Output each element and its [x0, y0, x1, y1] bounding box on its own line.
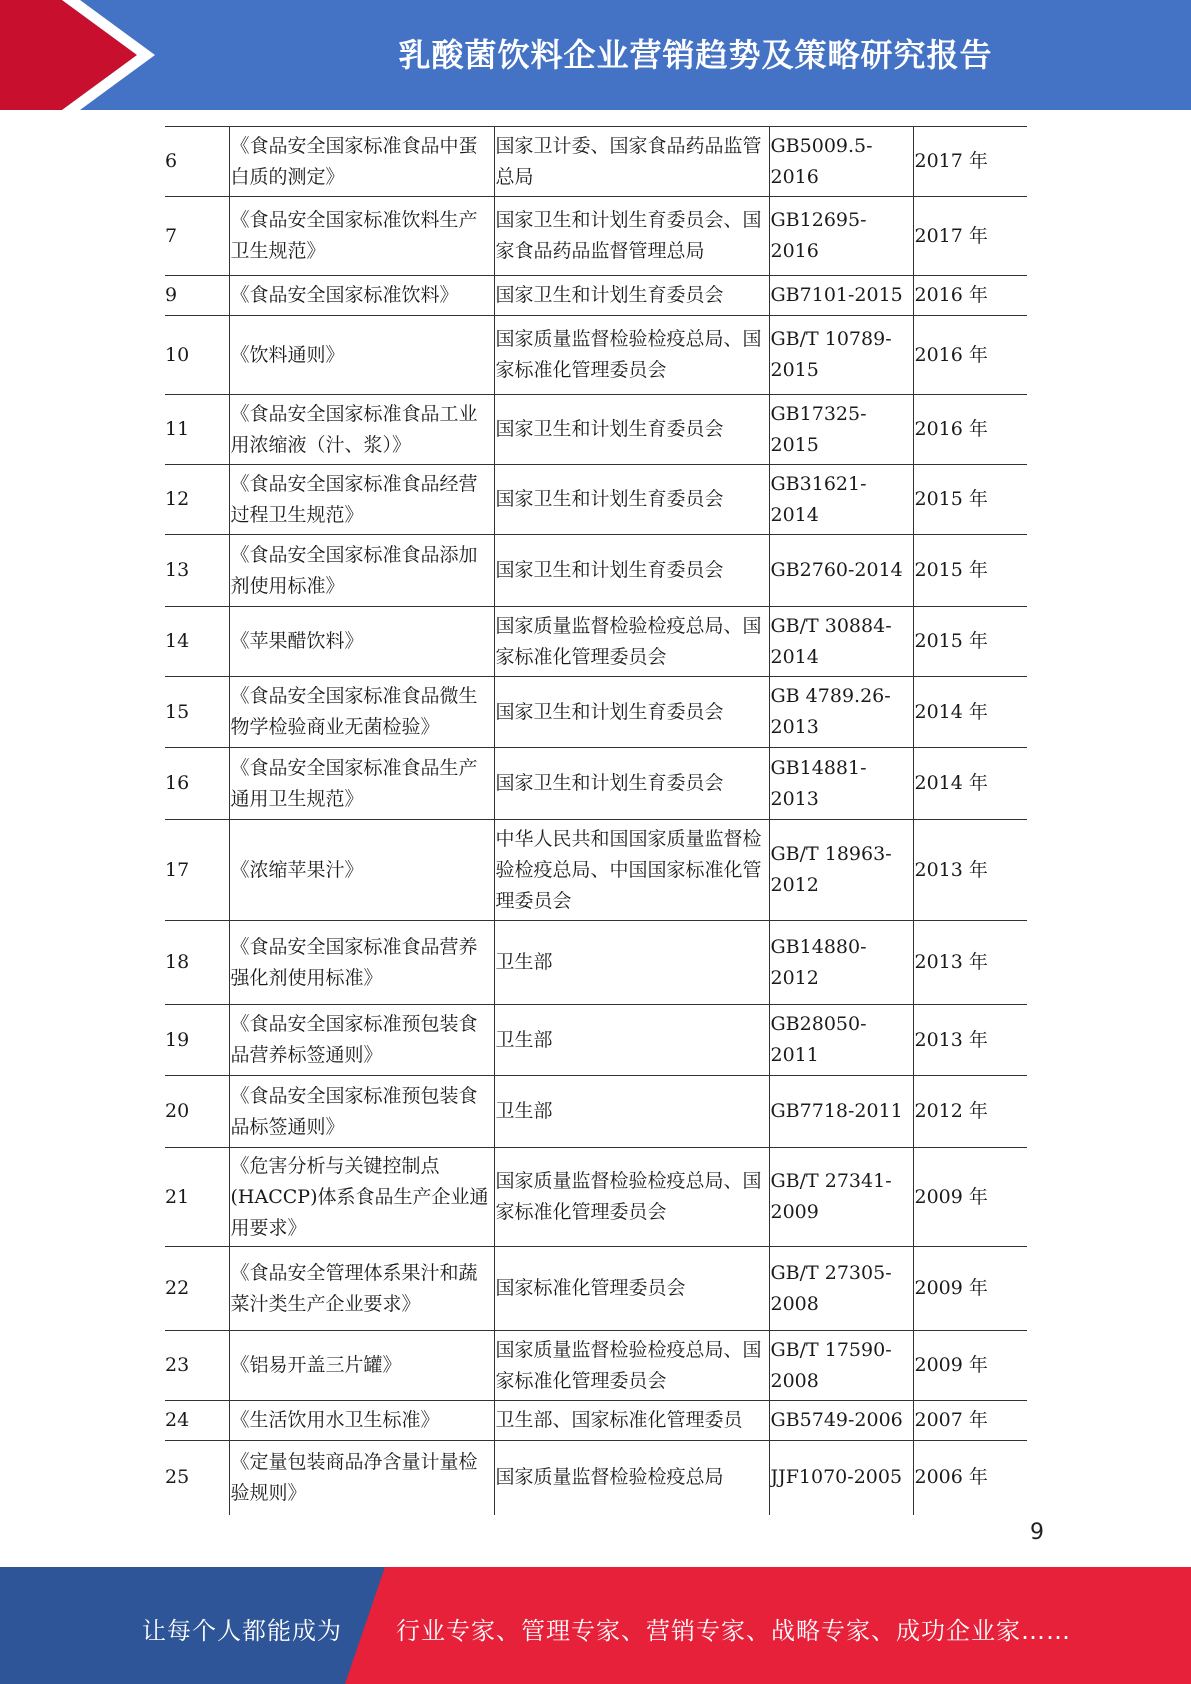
- row-index: 15: [165, 677, 229, 748]
- issuing-body: 国家质量监督检验检疫总局、国家标准化管理委员会: [494, 1148, 769, 1247]
- row-index: 25: [165, 1441, 229, 1515]
- issuing-body: 国家卫生和计划生育委员会、国家食品药品监督管理总局: [494, 197, 769, 276]
- standard-name: 《食品安全国家标准预包装食品标签通则》: [229, 1076, 494, 1148]
- effective-year: 2017 年: [913, 127, 1027, 197]
- standard-name: 《铝易开盖三片罐》: [229, 1331, 494, 1401]
- row-index: 23: [165, 1331, 229, 1401]
- standard-name: 《定量包装商品净含量计量检验规则》: [229, 1441, 494, 1515]
- row-index: 6: [165, 127, 229, 197]
- row-index: 9: [165, 276, 229, 316]
- issuing-body: 国家质量监督检验检疫总局: [494, 1441, 769, 1515]
- standard-code: GB14880-2012: [769, 921, 913, 1005]
- table-row: [165, 677, 1027, 748]
- table-row: [165, 395, 1027, 465]
- standard-code: GB2760-2014: [769, 535, 913, 607]
- table-row: [165, 127, 1027, 197]
- report-title: 乳酸菌饮料企业营销趋势及策略研究报告: [398, 36, 993, 74]
- issuing-body: 国家卫生和计划生育委员会: [494, 465, 769, 535]
- effective-year: 2015 年: [913, 607, 1027, 677]
- standard-code: GB/T 30884-2014: [769, 607, 913, 677]
- page-number: 9: [1030, 1520, 1044, 1545]
- row-index: 13: [165, 535, 229, 607]
- standard-name: 《食品安全国家标准食品微生物学检验商业无菌检验》: [229, 677, 494, 748]
- row-index: 20: [165, 1076, 229, 1148]
- issuing-body: 卫生部、国家标准化管理委员: [494, 1401, 769, 1441]
- standard-code: GB5749-2006: [769, 1401, 913, 1441]
- standard-name: 《食品安全国家标准预包装食品营养标签通则》: [229, 1005, 494, 1076]
- table-row: [165, 1401, 1027, 1441]
- standard-code: GB 4789.26-2013: [769, 677, 913, 748]
- effective-year: 2009 年: [913, 1148, 1027, 1247]
- issuing-body: 国家质量监督检验检疫总局、国家标准化管理委员会: [494, 316, 769, 395]
- page-header: [0, 0, 1191, 110]
- standard-name: 《浓缩苹果汁》: [229, 820, 494, 921]
- effective-year: 2006 年: [913, 1441, 1027, 1515]
- standard-name: 《饮料通则》: [229, 316, 494, 395]
- row-index: 11: [165, 395, 229, 465]
- table-row: [165, 1247, 1027, 1331]
- standard-name: 《食品安全国家标准食品工业用浓缩液（汁、浆）》: [229, 395, 494, 465]
- standard-code: GB5009.5-2016: [769, 127, 913, 197]
- table-row: [165, 748, 1027, 820]
- table-row: [165, 1076, 1027, 1148]
- table-row: [165, 607, 1027, 677]
- row-index: 21: [165, 1148, 229, 1247]
- row-index: 17: [165, 820, 229, 921]
- effective-year: 2013 年: [913, 921, 1027, 1005]
- issuing-body: 中华人民共和国国家质量监督检验检疫总局、中国国家标准化管理委员会: [494, 820, 769, 921]
- effective-year: 2013 年: [913, 1005, 1027, 1076]
- issuing-body: 国家卫生和计划生育委员会: [494, 748, 769, 820]
- row-index: 18: [165, 921, 229, 1005]
- standard-name: 《苹果醋饮料》: [229, 607, 494, 677]
- issuing-body: 卫生部: [494, 1005, 769, 1076]
- table-row: [165, 465, 1027, 535]
- standard-code: GB/T 18963-2012: [769, 820, 913, 921]
- table-row: [165, 1005, 1027, 1076]
- table-row: [165, 1148, 1027, 1247]
- standard-name: 《食品安全国家标准食品营养强化剂使用标准》: [229, 921, 494, 1005]
- effective-year: 2007 年: [913, 1401, 1027, 1441]
- footer-slogan-right: 行业专家、管理专家、营销专家、战略专家、成功企业家……: [396, 1617, 1071, 1645]
- effective-year: 2017 年: [913, 197, 1027, 276]
- row-index: 14: [165, 607, 229, 677]
- standard-name: 《生活饮用水卫生标准》: [229, 1401, 494, 1441]
- row-index: 22: [165, 1247, 229, 1331]
- standard-name: 《食品安全国家标准食品生产通用卫生规范》: [229, 748, 494, 820]
- standard-name: 《食品安全国家标准食品中蛋白质的测定》: [229, 127, 494, 197]
- table-row: [165, 921, 1027, 1005]
- row-index: 24: [165, 1401, 229, 1441]
- issuing-body: 卫生部: [494, 921, 769, 1005]
- standard-name: 《食品安全国家标准食品添加剂使用标准》: [229, 535, 494, 607]
- table-row: [165, 1441, 1027, 1515]
- effective-year: 2013 年: [913, 820, 1027, 921]
- table-row: [165, 276, 1027, 316]
- issuing-body: 国家质量监督检验检疫总局、国家标准化管理委员会: [494, 1331, 769, 1401]
- table-row: [165, 197, 1027, 276]
- page-footer: [0, 1567, 1191, 1684]
- issuing-body: 国家卫生和计划生育委员会: [494, 535, 769, 607]
- standard-code: GB31621-2014: [769, 465, 913, 535]
- issuing-body: 国家卫生和计划生育委员会: [494, 677, 769, 748]
- standard-code: GB/T 10789-2015: [769, 316, 913, 395]
- row-index: 16: [165, 748, 229, 820]
- standard-code: GB7101-2015: [769, 276, 913, 316]
- standard-name: 《食品安全管理体系果汁和蔬菜汁类生产企业要求》: [229, 1247, 494, 1331]
- issuing-body: 国家标准化管理委员会: [494, 1247, 769, 1331]
- footer-slogan-left: 让每个人都能成为: [142, 1617, 342, 1645]
- standard-code: GB12695-2016: [769, 197, 913, 276]
- standard-name: 《危害分析与关键控制点(HACCP)体系食品生产企业通用要求》: [229, 1148, 494, 1247]
- effective-year: 2014 年: [913, 748, 1027, 820]
- issuing-body: 卫生部: [494, 1076, 769, 1148]
- issuing-body: 国家卫生和计划生育委员会: [494, 276, 769, 316]
- issuing-body: 国家卫生和计划生育委员会: [494, 395, 769, 465]
- row-index: 7: [165, 197, 229, 276]
- standard-code: GB/T 27305-2008: [769, 1247, 913, 1331]
- effective-year: 2016 年: [913, 276, 1027, 316]
- standard-code: GB7718-2011: [769, 1076, 913, 1148]
- standard-code: GB/T 17590-2008: [769, 1331, 913, 1401]
- standard-name: 《食品安全国家标准饮料生产卫生规范》: [229, 197, 494, 276]
- table-row: [165, 820, 1027, 921]
- effective-year: 2009 年: [913, 1247, 1027, 1331]
- standard-code: GB14881-2013: [769, 748, 913, 820]
- table-row: [165, 535, 1027, 607]
- standards-table: [165, 126, 1027, 1515]
- effective-year: 2015 年: [913, 465, 1027, 535]
- effective-year: 2014 年: [913, 677, 1027, 748]
- standard-name: 《食品安全国家标准饮料》: [229, 276, 494, 316]
- table-row: [165, 1331, 1027, 1401]
- row-index: 19: [165, 1005, 229, 1076]
- issuing-body: 国家质量监督检验检疫总局、国家标准化管理委员会: [494, 607, 769, 677]
- effective-year: 2009 年: [913, 1331, 1027, 1401]
- standard-code: JJF1070-2005: [769, 1441, 913, 1515]
- row-index: 12: [165, 465, 229, 535]
- row-index: 10: [165, 316, 229, 395]
- effective-year: 2016 年: [913, 316, 1027, 395]
- effective-year: 2015 年: [913, 535, 1027, 607]
- standard-code: GB28050-2011: [769, 1005, 913, 1076]
- standard-code: GB/T 27341-2009: [769, 1148, 913, 1247]
- effective-year: 2016 年: [913, 395, 1027, 465]
- standard-name: 《食品安全国家标准食品经营过程卫生规范》: [229, 465, 494, 535]
- table-row: [165, 316, 1027, 395]
- issuing-body: 国家卫计委、国家食品药品监管总局: [494, 127, 769, 197]
- effective-year: 2012 年: [913, 1076, 1027, 1148]
- standard-code: GB17325-2015: [769, 395, 913, 465]
